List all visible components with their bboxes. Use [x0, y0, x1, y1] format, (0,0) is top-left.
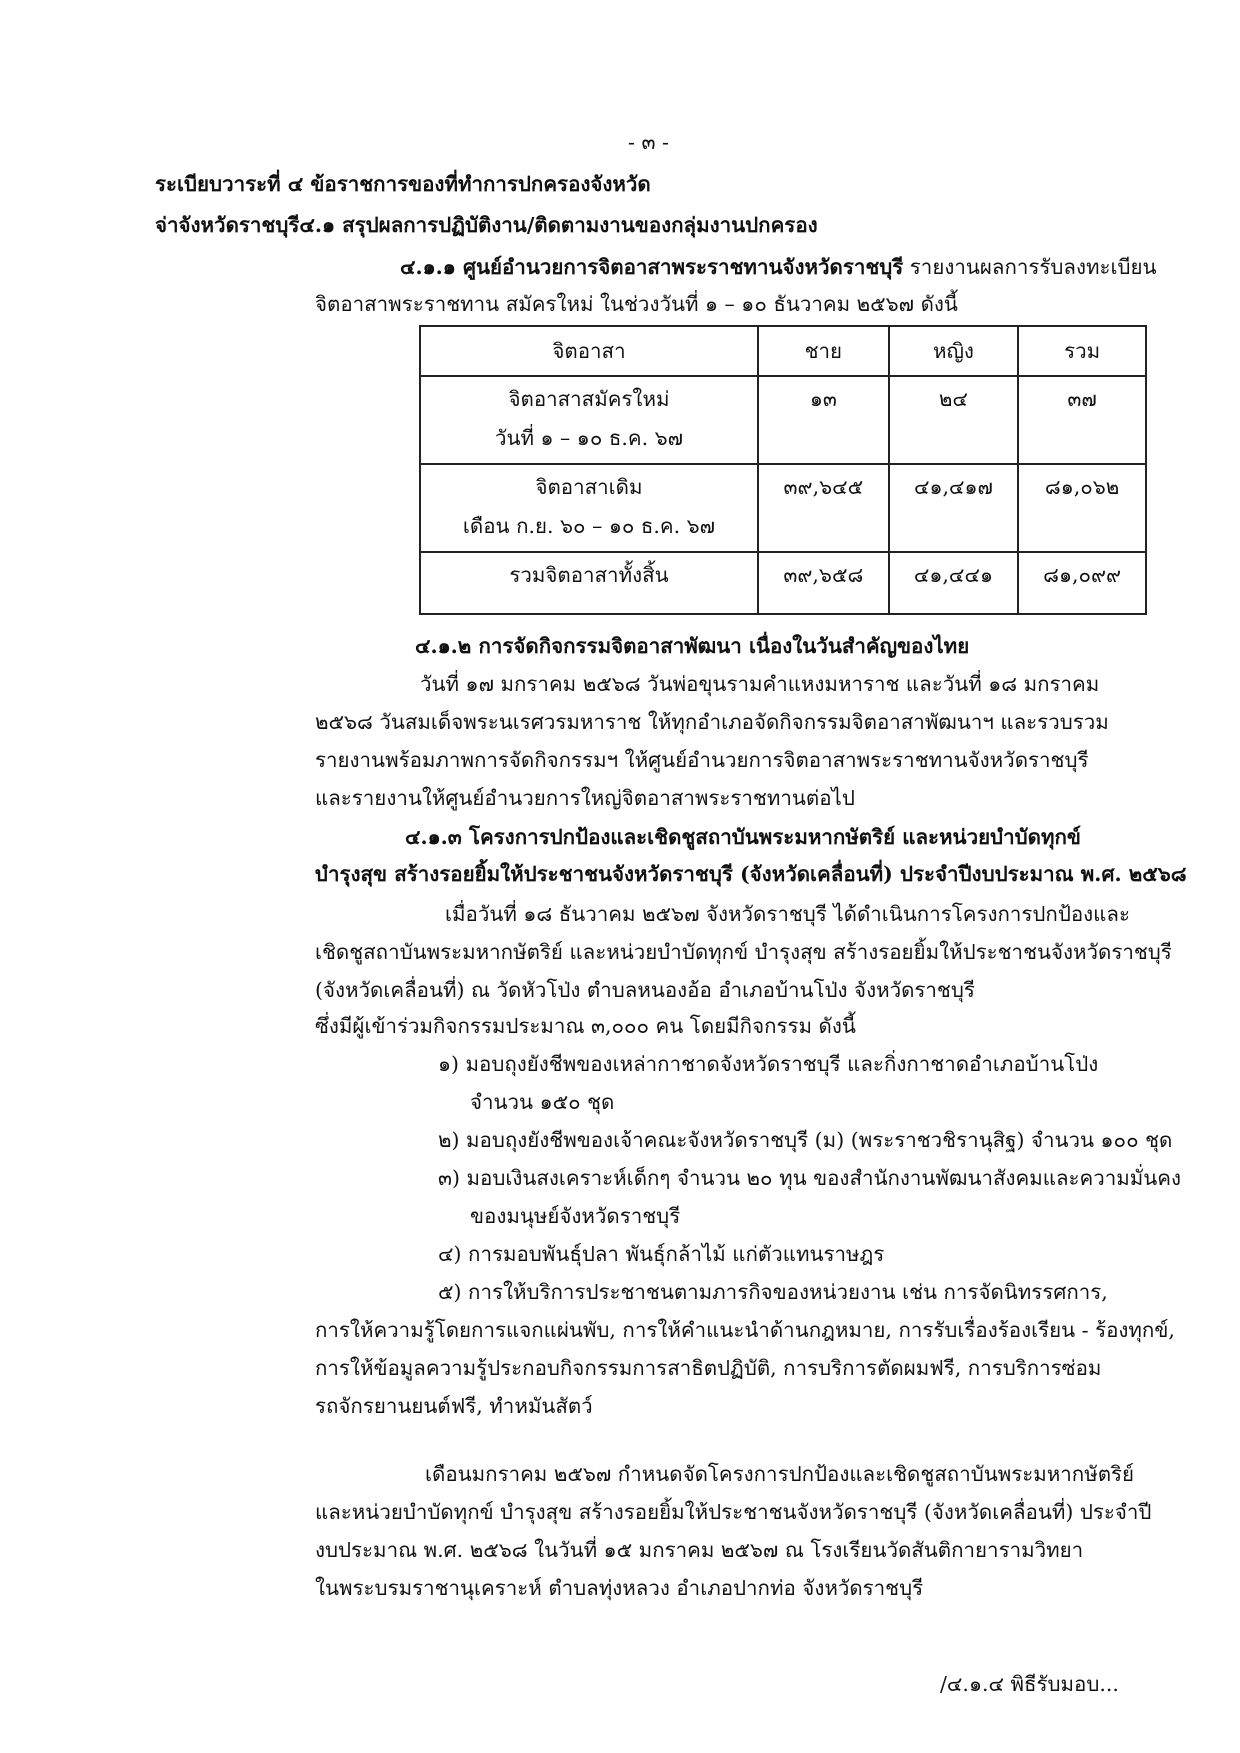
paragraph-line: รายงานพร้อมภาพการจัดกิจกรรมฯ ให้ศูนย์อำนวยการจิตอาสาพระราชทานจังหวัดราชบุรี [315, 748, 1089, 772]
table-row [420, 376, 1146, 464]
section-4-1-2-title: ๔.๑.๒ การจัดกิจกรรมจิตอาสาพัฒนา เนื่องในวันสำคัญของไทย [415, 634, 970, 658]
total-value: ๘๑,๐๙๙ [1043, 563, 1122, 587]
male-value: ๓๙,๖๔๕ [783, 475, 864, 499]
table-cell-male [758, 376, 889, 464]
table-header-total: รวม [1018, 326, 1146, 376]
section-4-1-1-text: รายงานผลการรับลงทะเบียน [903, 255, 1157, 279]
female-value: ๔๑,๔๔๑ [913, 563, 993, 587]
section-4-1-1-title: ๔.๑.๑ ศูนย์อำนวยการจิตอาสาพระราชทานจังหวัดราชบุรี [400, 255, 904, 279]
list-item: ๔) การมอบพันธุ์ปลา พันธุ์กล้าไม้ แก่ตัวแทนราษฎร [438, 1242, 885, 1266]
list-item-cont: รถจักรยานยนต์ฟรี, ทำหมันสัตว์ [315, 1394, 593, 1418]
table-row [420, 552, 1146, 614]
table-header-female: หญิง [889, 326, 1019, 376]
paragraph-line: เดือนมกราคม ๒๕๖๗ กำหนดจัดโครงการปกป้องและเชิดชูสถาบันพระมหากษัตริย์ [425, 1462, 1135, 1486]
section-4-1-3-title-cont: บำรุงสุข สร้างรอยยิ้มให้ประชาชนจังหวัดราชบุรี (จังหวัดเคลื่อนที่) ประจำปีงบประมาณ พ.ศ. ๒๕๖๘ [315, 862, 1187, 886]
list-item: ๑) มอบถุงยังชีพของเหล่ากาชาดจังหวัดราชบุรี และกิ่งกาชาดอำเภอบ้านโป่ง [438, 1052, 1099, 1076]
list-item-cont: การให้ข้อมูลความรู้ประกอบกิจกรรมการสาธิตปฏิบัติ, การบริการตัดผมฟรี, การบริการซ่อม [315, 1356, 1102, 1380]
paragraph-line: ๒๕๖๘ วันสมเด็จพระนเรศวรมหาราช ให้ทุกอำเภอจัดกิจกรรมจิตอาสาพัฒนาฯ และรวบรวม [315, 710, 1109, 734]
section-4-1-3-title: ๔.๑.๓ โครงการปกป้องและเชิดชูสถาบันพระมหากษัตริย์ และหน่วยบำบัดทุกข์ [405, 825, 1081, 849]
row-label: รวมจิตอาสาทั้งสิ้น [509, 563, 669, 587]
paragraph-line: และหน่วยบำบัดทุกข์ บำรุงสุข สร้างรอยยิ้มให้ประชาชนจังหวัดราชบุรี (จังหวัดเคลื่อนที่) ประจำปี [315, 1500, 1152, 1524]
male-value: ๓๙,๖๕๘ [783, 563, 864, 587]
row-label: จิตอาสาเดิม [535, 475, 643, 499]
continuation-note: /๔.๑.๔ พิธีรับมอบ... [940, 1672, 1119, 1696]
table-header-row [420, 326, 1146, 376]
list-item-cont: ของมนุษย์จังหวัดราชบุรี [470, 1204, 681, 1228]
paragraph-line: ซึ่งมีผู้เข้าร่วมกิจกรรมประมาณ ๓,๐๐๐ คน โดยมีกิจกรรม ดังนี้ [315, 1014, 856, 1038]
table-cell-label [420, 376, 758, 464]
volunteer-table [419, 325, 1147, 615]
table-cell-male [758, 464, 889, 552]
male-value: ๑๓ [809, 387, 837, 411]
list-item-cont: การให้ความรู้โดยการแจกแผ่นพับ, การให้คำแนะนำด้านกฎหมาย, การรับเรื่องร้องเรียน - ร้องทุกข์, [315, 1318, 1175, 1342]
paragraph-line: (จังหวัดเคลื่อนที่) ณ วัดหัวโป่ง ตำบลหนองอ้อ อำเภอบ้านโป่ง จังหวัดราชบุรี [315, 978, 975, 1002]
section-4-1-1-line2: จิตอาสาพระราชทาน สมัครใหม่ ในช่วงวันที่ ๑ – ๑๐ ธันวาคม ๒๕๖๗ ดังนี้ [315, 292, 958, 316]
list-item: ๒) มอบถุงยังชีพของเจ้าคณะจังหวัดราชบุรี (ม) (พระราชวชิรานุสิฐ) จำนวน ๑๐๐ ชุด [438, 1128, 1173, 1152]
section-4-1-1-line1 [400, 255, 1157, 280]
row-label: จิตอาสาสมัครใหม่ [508, 387, 670, 411]
paragraph-line: เมื่อวันที่ ๑๘ ธันวาคม ๒๕๖๗ จังหวัดราชบุรี ได้ดำเนินการโครงการปกป้องและ [445, 902, 1130, 926]
table-cell-label [420, 552, 758, 614]
table-cell-female [889, 376, 1019, 464]
table-cell-total [1018, 552, 1146, 614]
table-cell-female [889, 464, 1019, 552]
female-value: ๒๔ [938, 387, 968, 411]
paragraph-line: วันที่ ๑๗ มกราคม ๒๕๖๘ วันพ่อขุนรามคำแหงมหาราช และวันที่ ๑๘ มกราคม [420, 672, 1100, 696]
paragraph-line: และรายงานให้ศูนย์อำนวยการใหญ่จิตอาสาพระราชทานต่อไป [315, 786, 855, 810]
total-value: ๓๗ [1067, 387, 1097, 411]
agenda-subheading: จ่าจังหวัดราชบุรี๔.๑ สรุปผลการปฏิบัติงาน/ติดตามงานของกลุ่มงานปกครอง [155, 213, 818, 237]
row-sublabel: วันที่ ๑ – ๑๐ ธ.ค. ๖๗ [494, 425, 684, 450]
table-cell-male [758, 552, 889, 614]
table-cell-female [889, 552, 1019, 614]
row-sublabel: เดือน ก.ย. ๖๐ – ๑๐ ธ.ค. ๖๗ [462, 513, 716, 538]
table-cell-label [420, 464, 758, 552]
table-header-volunteer: จิตอาสา [420, 326, 758, 376]
list-item: ๕) การให้บริการประชาชนตามภารกิจของหน่วยงาน เช่น การจัดนิทรรศการ, [438, 1280, 1108, 1304]
paragraph-line: เชิดชูสถาบันพระมหากษัตริย์ และหน่วยบำบัดทุกข์ บำรุงสุข สร้างรอยยิ้มให้ประชาชนจังหวัดราชบุรี [315, 940, 1172, 964]
table-cell-total [1018, 376, 1146, 464]
agenda-heading: ระเบียบวาระที่ ๔ ข้อราชการของที่ทำการปกครองจังหวัด [155, 172, 651, 196]
list-item-cont: จำนวน ๑๕๐ ชุด [470, 1090, 615, 1114]
table-row [420, 464, 1146, 552]
page-number: - ๓ - [628, 130, 669, 154]
female-value: ๔๑,๔๑๗ [913, 475, 993, 499]
paragraph-line: งบประมาณ พ.ศ. ๒๕๖๘ ในวันที่ ๑๕ มกราคม ๒๕๖๗ ณ โรงเรียนวัดสันติกายารามวิทยา [315, 1538, 1084, 1562]
table-cell-total [1018, 464, 1146, 552]
paragraph-line: ในพระบรมราชานุเคราะห์ ตำบลทุ่งหลวง อำเภอปากท่อ จังหวัดราชบุรี [315, 1576, 924, 1600]
total-value: ๘๑,๐๖๒ [1044, 475, 1120, 499]
table-header-male: ชาย [758, 326, 889, 376]
list-item: ๓) มอบเงินสงเคราะห์เด็กๆ จำนวน ๒๐ ทุน ของสำนักงานพัฒนาสังคมและความมั่นคง [438, 1166, 1182, 1190]
